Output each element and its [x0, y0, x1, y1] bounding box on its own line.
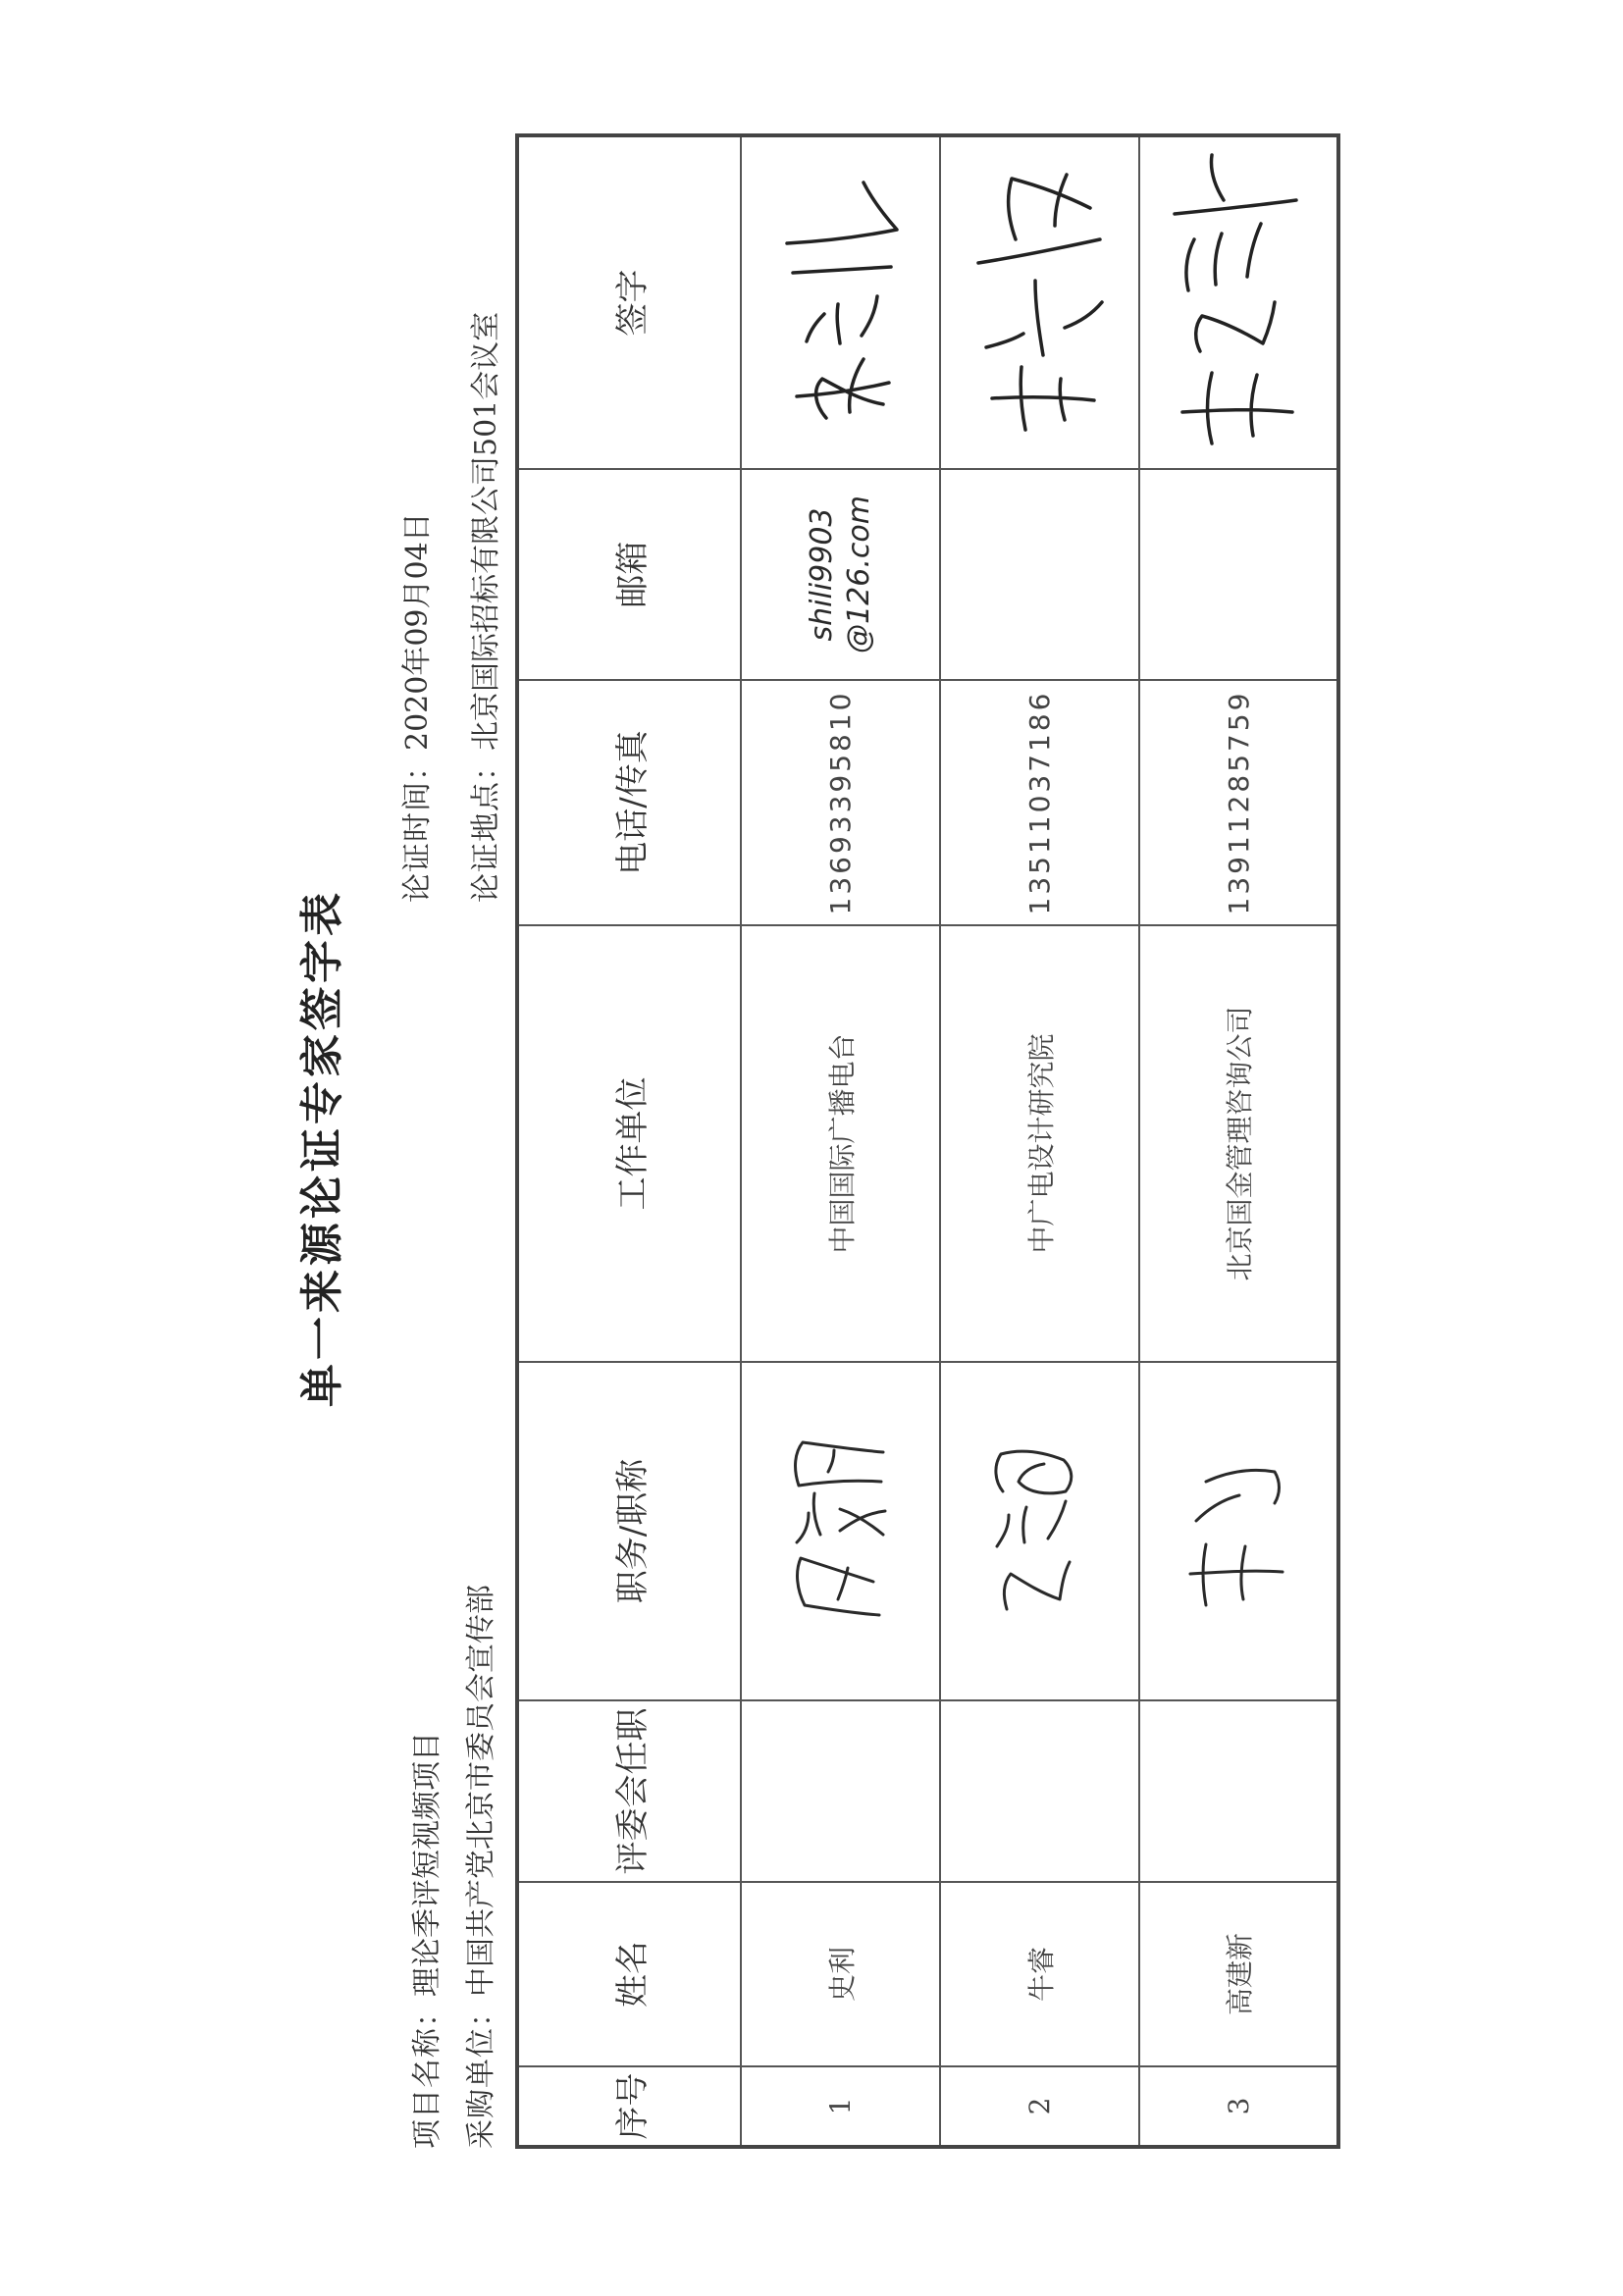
cell-name: 史利 — [741, 1882, 940, 2066]
purchaser-label: 采购单位： — [464, 1997, 498, 2149]
header-title: 职务/职称 — [517, 1362, 741, 1700]
header-name: 姓名 — [517, 1882, 741, 2066]
handwritten-signature — [767, 166, 915, 441]
purchaser-line — [456, 1585, 499, 2149]
table-row — [940, 135, 1139, 2147]
cell-email — [1139, 469, 1338, 680]
header-phone: 电话/传真 — [517, 680, 741, 925]
project-name-value: 理论季评短视频项目 — [410, 1732, 445, 1997]
cell-no: 1 — [741, 2066, 940, 2147]
cell-no: 3 — [1139, 2066, 1338, 2147]
cell-committee-role — [1139, 1700, 1338, 1882]
project-name-line — [402, 1732, 445, 2149]
table-row — [741, 135, 940, 2147]
handwritten-title-mark — [968, 1434, 1105, 1630]
cell-signature — [741, 135, 940, 469]
document-title: 单一来源论证专家签字表 — [297, 889, 347, 1407]
time-line — [393, 512, 436, 903]
cell-committee-role — [940, 1700, 1139, 1882]
cell-committee-role — [741, 1700, 940, 1882]
handwritten-signature — [1155, 146, 1322, 460]
header-employer: 工作单位 — [517, 925, 741, 1362]
cell-title — [940, 1362, 1139, 1700]
header-signature: 签字 — [517, 135, 741, 469]
cell-employer: 中广电设计研究院 — [940, 925, 1139, 1362]
handwritten-signature — [957, 156, 1124, 450]
time-value: 2020年09月04日 — [400, 512, 435, 751]
cell-title — [741, 1362, 940, 1700]
cell-email — [741, 469, 940, 680]
handwritten-title-mark — [763, 1434, 911, 1630]
cell-phone: 13693395810 — [741, 680, 940, 925]
cell-email — [940, 469, 1139, 680]
header-email: 邮箱 — [517, 469, 741, 680]
table-header-row — [517, 135, 741, 2147]
email-line-2: @126.com — [841, 496, 876, 653]
header-committee-role: 评委会任职 — [517, 1700, 741, 1882]
cell-signature — [1139, 135, 1338, 469]
cell-title — [1139, 1362, 1338, 1700]
purchaser-value: 中国共产党北京市委员会宣传部 — [464, 1585, 498, 1997]
location-line — [461, 312, 504, 903]
cell-name: 高建新 — [1139, 1882, 1338, 2066]
cell-no: 2 — [940, 2066, 1139, 2147]
email-line-1: shili9903 — [805, 507, 839, 642]
cell-employer: 北京国金管理咨询公司 — [1139, 925, 1338, 1362]
cell-phone: 13511037186 — [940, 680, 1139, 925]
header-no: 序号 — [517, 2066, 741, 2147]
expert-table — [515, 133, 1340, 2149]
project-name-label: 项目名称： — [410, 1997, 445, 2149]
time-label: 论证时间： — [400, 751, 435, 903]
location-label: 论证地点： — [469, 751, 503, 903]
location-value: 北京国际招标有限公司501会议室 — [469, 311, 503, 751]
table-row — [1139, 135, 1338, 2147]
cell-signature — [940, 135, 1139, 469]
handwritten-title-mark — [1167, 1434, 1304, 1630]
cell-phone: 13911285759 — [1139, 680, 1338, 925]
cell-name: 牛睿 — [940, 1882, 1139, 2066]
cell-employer: 中国国际广播电台 — [741, 925, 940, 1362]
